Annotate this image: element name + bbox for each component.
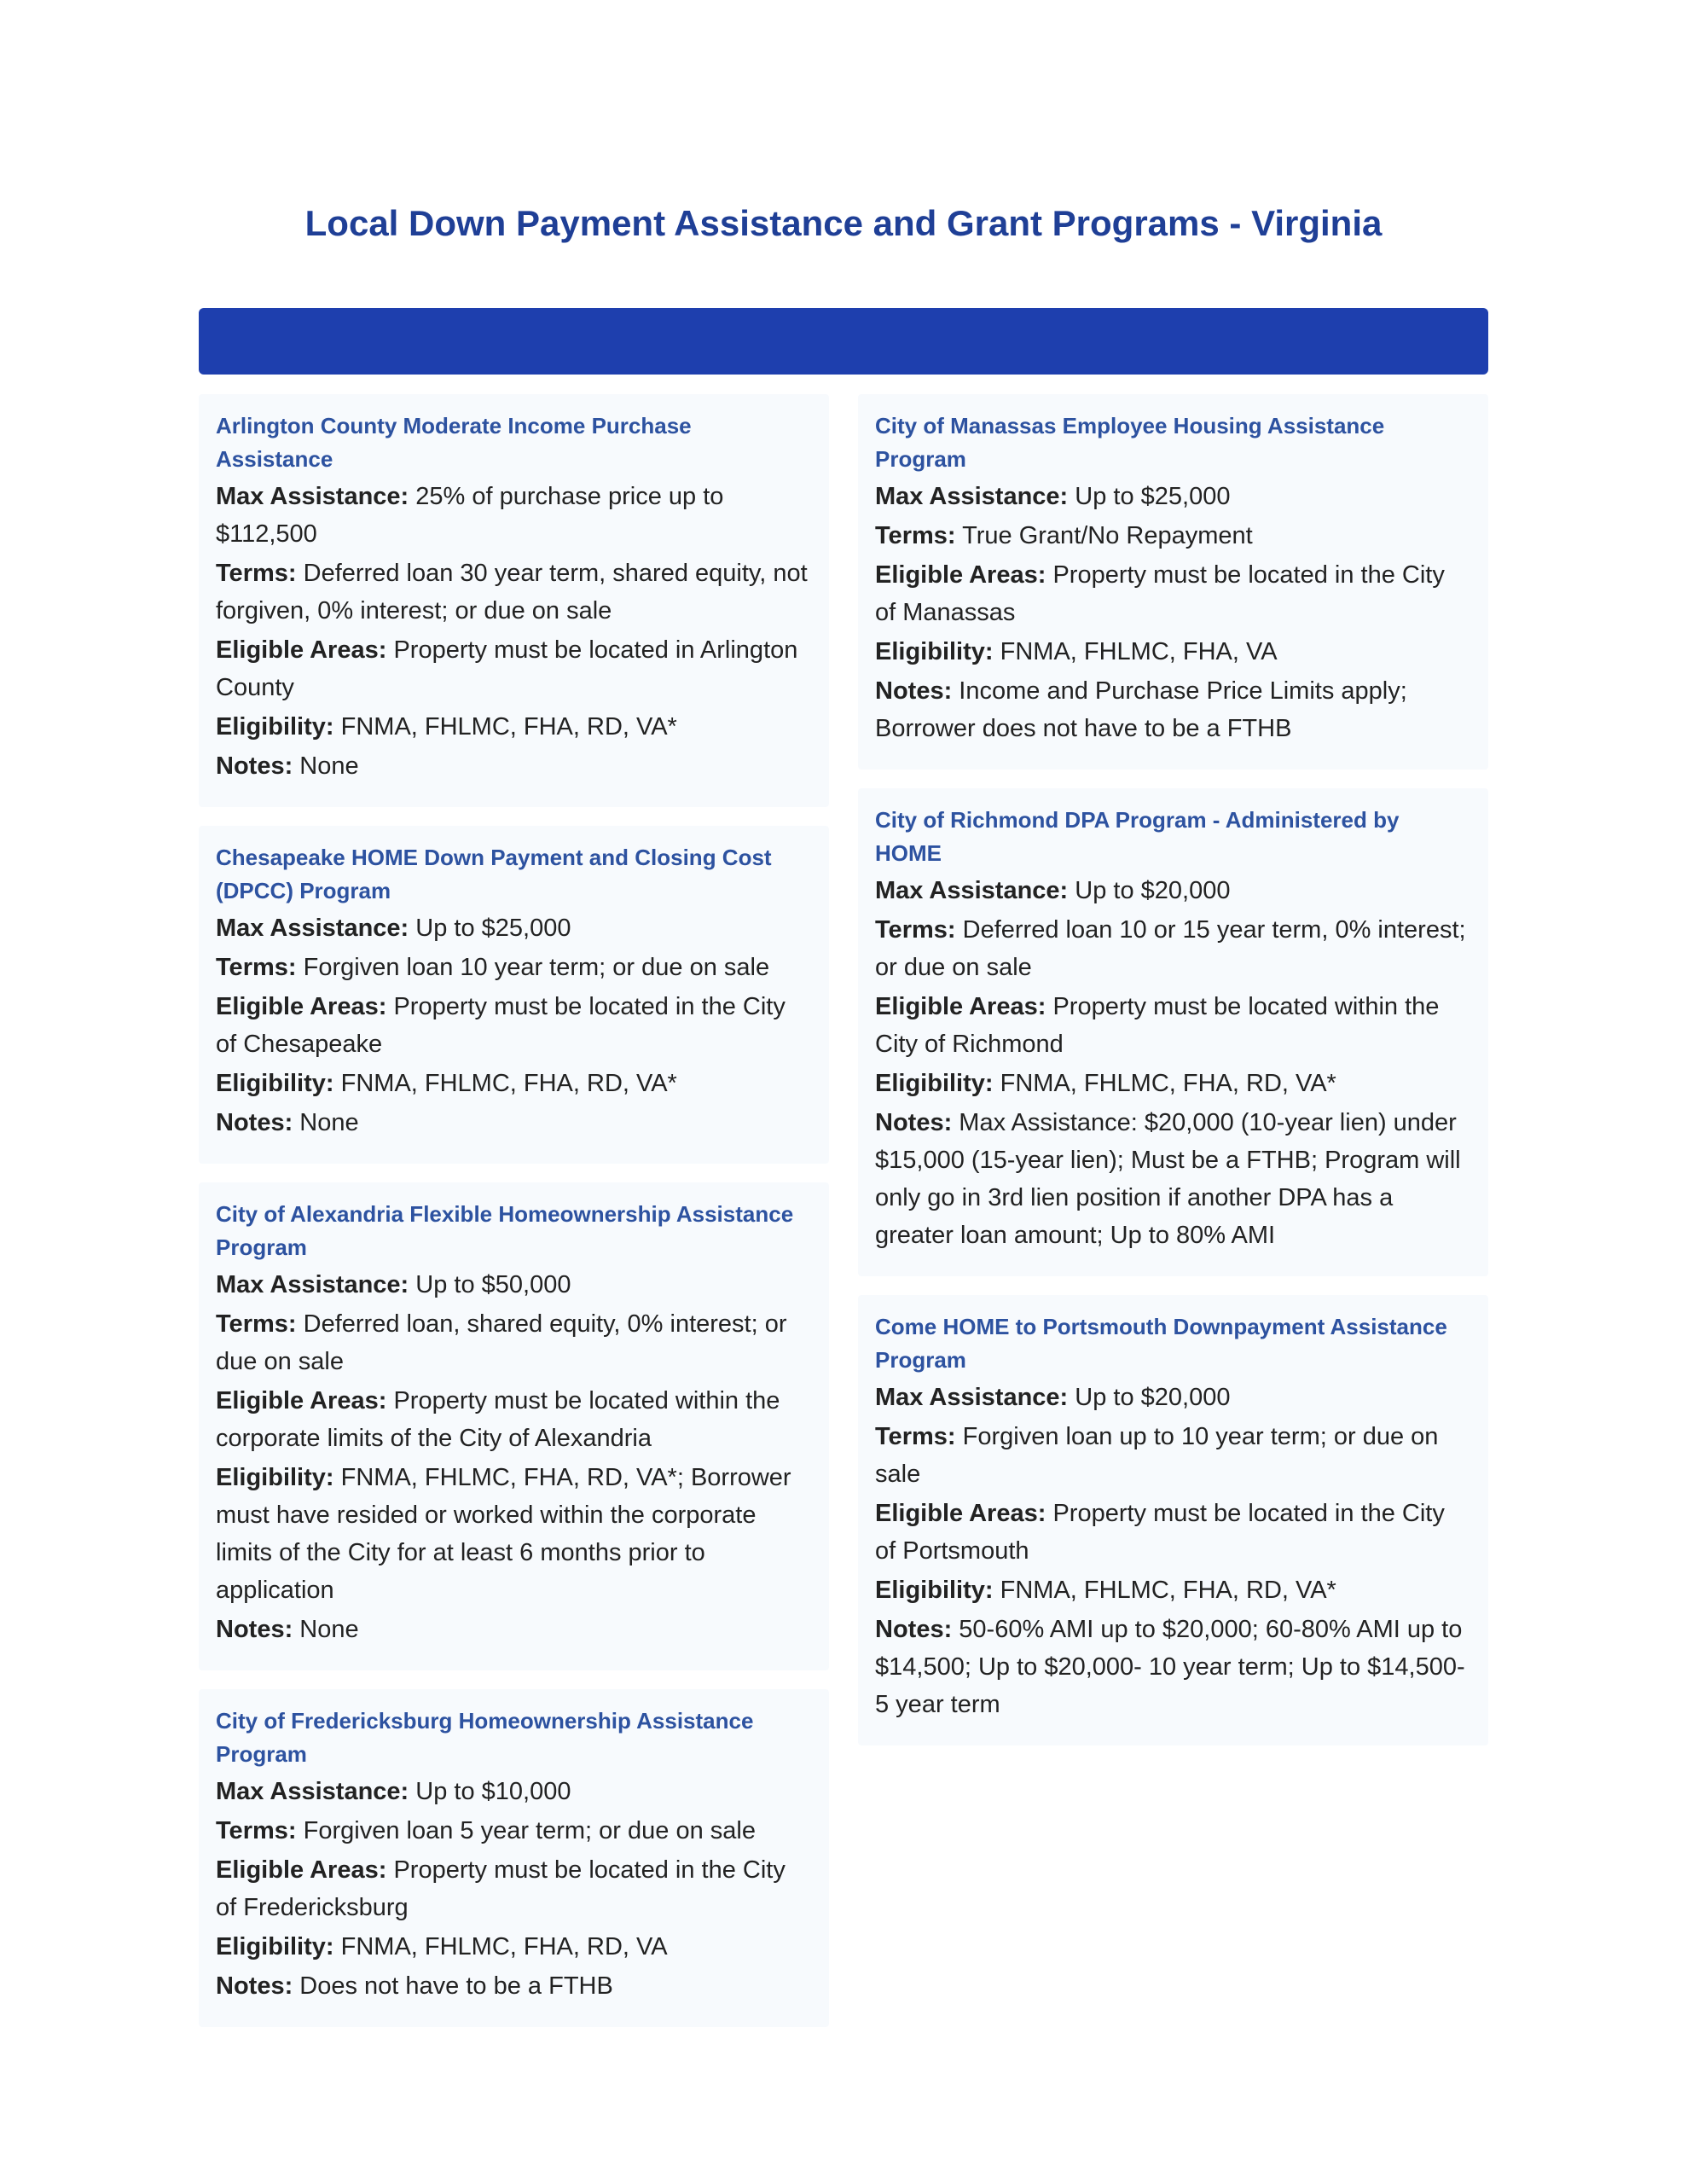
field-value: True Grant/No Repayment [962, 522, 1253, 549]
notes-field [875, 1104, 1471, 1254]
field-label: Max Assistance: [216, 1778, 409, 1805]
field-value: Property must be located within the corporate limits of the City of Alexandria [216, 1387, 780, 1452]
field-label: Terms: [216, 1817, 297, 1844]
field-label: Eligible Areas: [216, 1387, 387, 1414]
terms-field [216, 555, 812, 630]
field-label: Notes: [216, 1109, 293, 1136]
field-value: Up to $25,000 [415, 915, 571, 942]
field-value: None [299, 1109, 359, 1136]
left-column [199, 394, 829, 2046]
field-label: Max Assistance: [875, 1384, 1069, 1411]
field-label: Eligibility: [216, 1070, 334, 1097]
field-value: Forgiven loan up to 10 year term; or due on sale [875, 1423, 1439, 1488]
max-assistance-field [875, 1379, 1471, 1416]
program-title: Chesapeake HOME Down Payment and Closing Cost (DPCC) Program [216, 845, 772, 903]
max-assistance-field [875, 478, 1471, 515]
max-assistance-field [216, 909, 812, 947]
field-value: Property must be located in the City of Portsmouth [875, 1500, 1445, 1565]
field-value: FNMA, FHLMC, FHA, RD, VA* [340, 1070, 677, 1097]
eligible-areas-field [875, 988, 1471, 1063]
program-title: City of Manassas Employee Housing Assistance Program [875, 413, 1385, 472]
page-title: Local Down Payment Assistance and Grant Programs - Virginia [304, 203, 1383, 243]
field-label: Notes: [216, 1972, 293, 2000]
field-label: Terms: [216, 954, 297, 981]
notes-field [216, 1967, 812, 2005]
max-assistance-field [875, 872, 1471, 909]
terms-field [216, 1305, 812, 1380]
field-value: Forgiven loan 10 year term; or due on sale [303, 954, 770, 981]
eligibility-field [875, 633, 1471, 671]
program-card [199, 826, 829, 1164]
field-label: Terms: [216, 1310, 297, 1338]
field-value: Property must be located in the City of Fredericksburg [216, 1856, 786, 1921]
field-label: Notes: [875, 1616, 953, 1643]
field-label: Terms: [875, 522, 956, 549]
max-assistance-field [216, 478, 812, 553]
field-label: Notes: [216, 1616, 293, 1643]
program-card [858, 1295, 1488, 1745]
max-assistance-field [216, 1266, 812, 1304]
field-value: 50-60% AMI up to $20,000; 60-80% AMI up to $14,500; Up to $20,000- 10 year term; Up to $14,500- 5 year term [875, 1616, 1465, 1718]
program-title: Arlington County Moderate Income Purchase Assistance [216, 413, 692, 472]
field-label: Eligibility: [875, 1577, 994, 1604]
program-card [858, 788, 1488, 1276]
field-label: Max Assistance: [875, 877, 1069, 904]
notes-field [875, 672, 1471, 747]
eligible-areas-field [875, 1495, 1471, 1570]
field-label: Terms: [216, 560, 297, 587]
field-label: Eligibility: [216, 1933, 334, 1960]
field-label: Notes: [216, 752, 293, 780]
field-value: Property must be located in the City of Chesapeake [216, 993, 786, 1058]
field-label: Terms: [875, 916, 956, 944]
terms-field [875, 517, 1471, 555]
program-title: City of Richmond DPA Program - Administered by HOME [875, 807, 1400, 866]
notes-field [875, 1611, 1471, 1723]
program-card [199, 394, 829, 807]
terms-field [875, 911, 1471, 986]
field-label: Terms: [875, 1423, 956, 1450]
field-value: Up to $20,000 [1075, 877, 1231, 904]
field-label: Max Assistance: [216, 483, 409, 510]
field-value: Up to $50,000 [415, 1271, 571, 1298]
header-banner [199, 308, 1488, 375]
eligible-areas-field [216, 631, 812, 706]
max-assistance-field [216, 1773, 812, 1810]
field-value: Property must be located in the City of Manassas [875, 561, 1445, 626]
field-value: FNMA, FHLMC, FHA, RD, VA*; Borrower must have resided or worked within the corporate limits of the City for at least 6 months prior to application [216, 1464, 791, 1604]
field-value: Up to $25,000 [1075, 483, 1231, 510]
program-card [199, 1689, 829, 2027]
field-label: Notes: [875, 677, 953, 705]
notes-field [216, 747, 812, 785]
terms-field [875, 1418, 1471, 1493]
field-value: None [299, 752, 359, 780]
program-title: Come HOME to Portsmouth Downpayment Assistance Program [875, 1314, 1447, 1373]
right-column [858, 394, 1488, 1764]
field-label: Eligible Areas: [875, 561, 1046, 589]
field-label: Max Assistance: [875, 483, 1069, 510]
field-value: Up to $10,000 [415, 1778, 571, 1805]
field-label: Notes: [875, 1109, 953, 1136]
field-label: Eligibility: [875, 638, 994, 665]
terms-field [216, 949, 812, 986]
eligibility-field [875, 1065, 1471, 1102]
field-value: Property must be located in Arlington County [216, 636, 798, 701]
eligible-areas-field [216, 988, 812, 1063]
program-title: City of Fredericksburg Homeownership Assistance Program [216, 1708, 754, 1767]
field-label: Eligibility: [216, 713, 334, 741]
field-value: Property must be located within the City of Richmond [875, 993, 1440, 1058]
field-value: FNMA, FHLMC, FHA, VA [1000, 638, 1278, 665]
field-value: None [299, 1616, 359, 1643]
field-value: Max Assistance: $20,000 (10-year lien) under $15,000 (15-year lien); Must be a FTHB; Program will only go in 3rd lien position if another DPA has a greater loan amount; Up to 80% AMI [875, 1109, 1461, 1249]
field-value: FNMA, FHLMC, FHA, RD, VA* [340, 713, 677, 741]
field-value: FNMA, FHLMC, FHA, RD, VA* [1000, 1577, 1336, 1604]
field-value: Up to $20,000 [1075, 1384, 1231, 1411]
field-value: Income and Purchase Price Limits apply; Borrower does not have to be a FTHB [875, 677, 1407, 742]
notes-field [216, 1104, 812, 1141]
program-card [199, 1182, 829, 1670]
eligibility-field [875, 1571, 1471, 1609]
field-value: FNMA, FHLMC, FHA, RD, VA [340, 1933, 668, 1960]
field-label: Eligible Areas: [875, 993, 1046, 1020]
eligibility-field [216, 1928, 812, 1966]
field-label: Eligible Areas: [216, 1856, 387, 1884]
field-label: Eligible Areas: [216, 993, 387, 1020]
field-label: Eligible Areas: [875, 1500, 1046, 1527]
field-value: FNMA, FHLMC, FHA, RD, VA* [1000, 1070, 1336, 1097]
eligible-areas-field [875, 556, 1471, 631]
notes-field [216, 1611, 812, 1648]
eligibility-field [216, 1459, 812, 1609]
field-value: Does not have to be a FTHB [299, 1972, 613, 2000]
eligible-areas-field [216, 1382, 812, 1457]
field-label: Eligibility: [216, 1464, 334, 1491]
field-label: Eligible Areas: [216, 636, 387, 664]
eligibility-field [216, 708, 812, 746]
eligible-areas-field [216, 1851, 812, 1926]
program-card [858, 394, 1488, 770]
field-value: Deferred loan 30 year term, shared equity, not forgiven, 0% interest; or due on sale [216, 560, 808, 624]
field-label: Max Assistance: [216, 915, 409, 942]
field-value: Forgiven loan 5 year term; or due on sale [303, 1817, 756, 1844]
field-label: Max Assistance: [216, 1271, 409, 1298]
field-value: Deferred loan, shared equity, 0% interest; or due on sale [216, 1310, 787, 1375]
field-label: Eligibility: [875, 1070, 994, 1097]
eligibility-field [216, 1065, 812, 1102]
field-value: 25% of purchase price up to $112,500 [216, 483, 724, 548]
program-title: City of Alexandria Flexible Homeownership Assistance Program [216, 1201, 794, 1260]
terms-field [216, 1812, 812, 1850]
field-value: Deferred loan 10 or 15 year term, 0% interest; or due on sale [875, 916, 1466, 981]
